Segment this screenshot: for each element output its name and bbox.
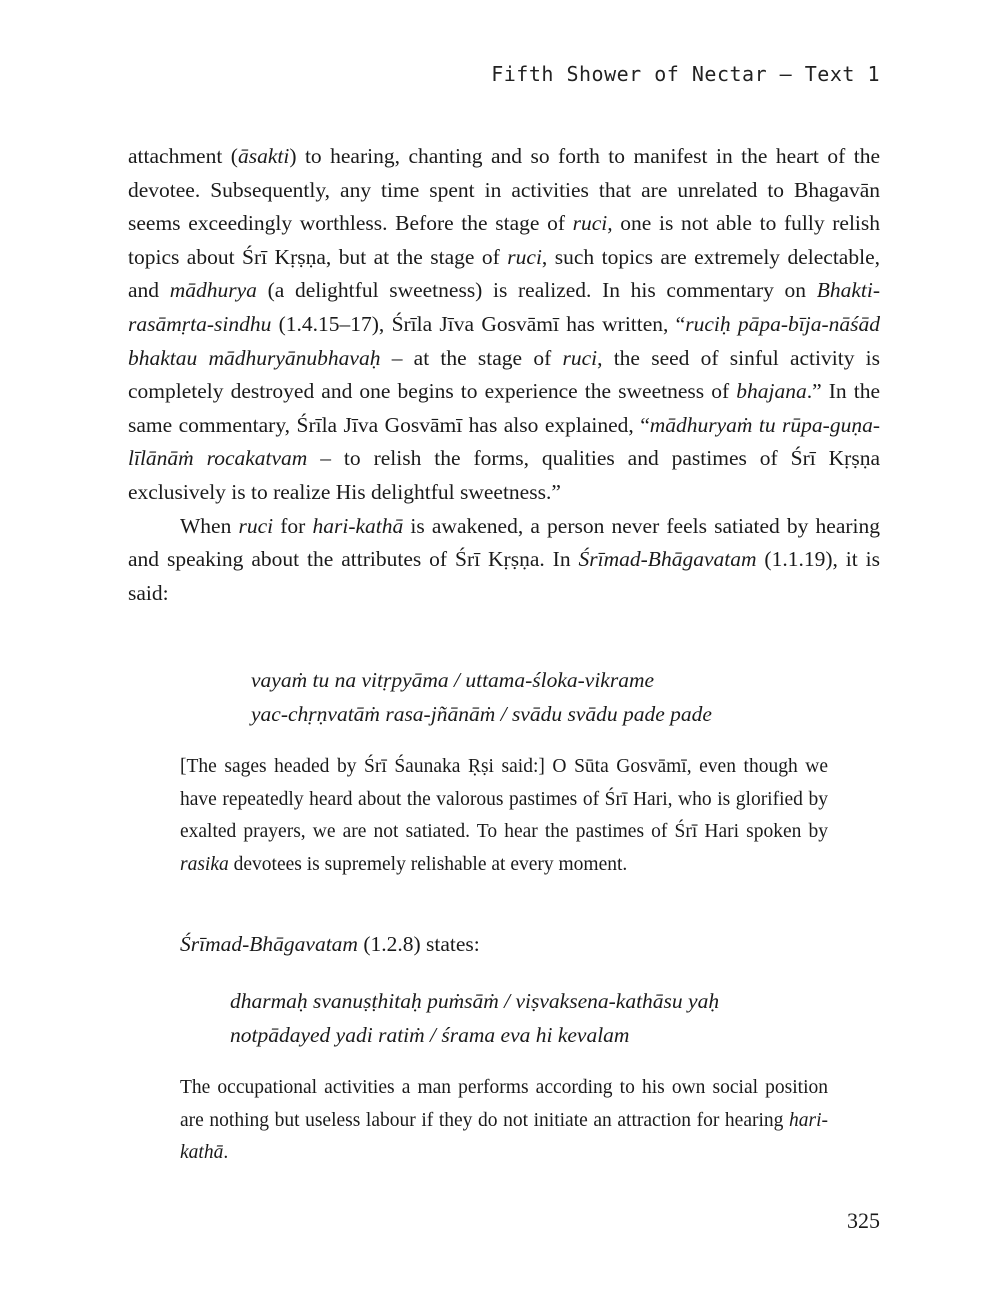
verse-line: notpādayed yadi ratiṁ / śrama eva hi kevalam — [230, 1023, 630, 1047]
running-head: Fifth Shower of Nectar – Text 1 — [491, 62, 880, 86]
translation-2: The occupational activities a man performs according to his own social position are nothing but useless labour if they do not initiate an attraction for hearing hari-kathā. — [180, 1077, 828, 1163]
body-text — [128, 140, 880, 610]
verse-1 — [251, 663, 712, 731]
page-number: 325 — [847, 1208, 880, 1233]
verse-line: yac-chṛṇvatāṁ rasa-jñānāṁ / svādu svādu pade pade — [251, 702, 712, 726]
verse-2 — [230, 984, 719, 1052]
paragraph-1: attachment (āsakti) to hearing, chanting and so forth to manifest in the heart of the devotee. Subsequently, any time spent in activities that are unrelated to Bhagavān seems exceedingly worthless. Before the stage of ruci, one is not able to fully relish topics about Śrī Kṛṣṇa, but at the stage of ruci, such topics are extremely delectable, and mādhurya (a delightful sweetness) is realized. In his commentary on Bhakti-rasāmṛta-sindhu (1.4.15–17), Śrīla Jīva Gosvāmī has written, “ruciḥ pāpa-bīja-nāśād bhaktau mādhuryānubhavaḥ – at the stage of ruci, the seed of sinful activity is completely destroyed and one begins to experience the sweetness of bhajana.” In the same commentary, Śrīla Jīva Gosvāmī has also explained, “mādhuryaṁ tu rūpa-guṇa-līlānāṁ rocakatvam – to relish the forms, qualities and pastimes of Śrī Kṛṣṇa exclusively is to realize His delightful sweetness.” — [128, 144, 881, 504]
translation-1: [The sages headed by Śrī Śaunaka Ṛṣi said:] O Sūta Gosvāmī, even though we have repeatedly heard about the valorous pastimes of Śrī Hari, who is glorified by exalted prayers, we are not satiated. To hear the pastimes of Śrī Hari spoken by rasika devotees is supremely relishable at every moment. — [180, 756, 828, 875]
verse-line: dharmaḥ svanuṣṭhitaḥ puṁsāṁ / viṣvaksena-kathāsu yaḥ — [230, 989, 720, 1013]
verse-line: vayaṁ tu na vitṛpyāma / uttama-śloka-vikrame — [251, 668, 655, 692]
paragraph-2: When ruci for hari-kathā is awakened, a person never feels satiated by hearing and speaking about the attributes of Śrī Kṛṣṇa. In Śrīmad-Bhāgavatam (1.1.19), it is said: — [128, 513, 881, 605]
verse-intro: Śrīmad-Bhāgavatam (1.2.8) states: — [180, 932, 480, 956]
